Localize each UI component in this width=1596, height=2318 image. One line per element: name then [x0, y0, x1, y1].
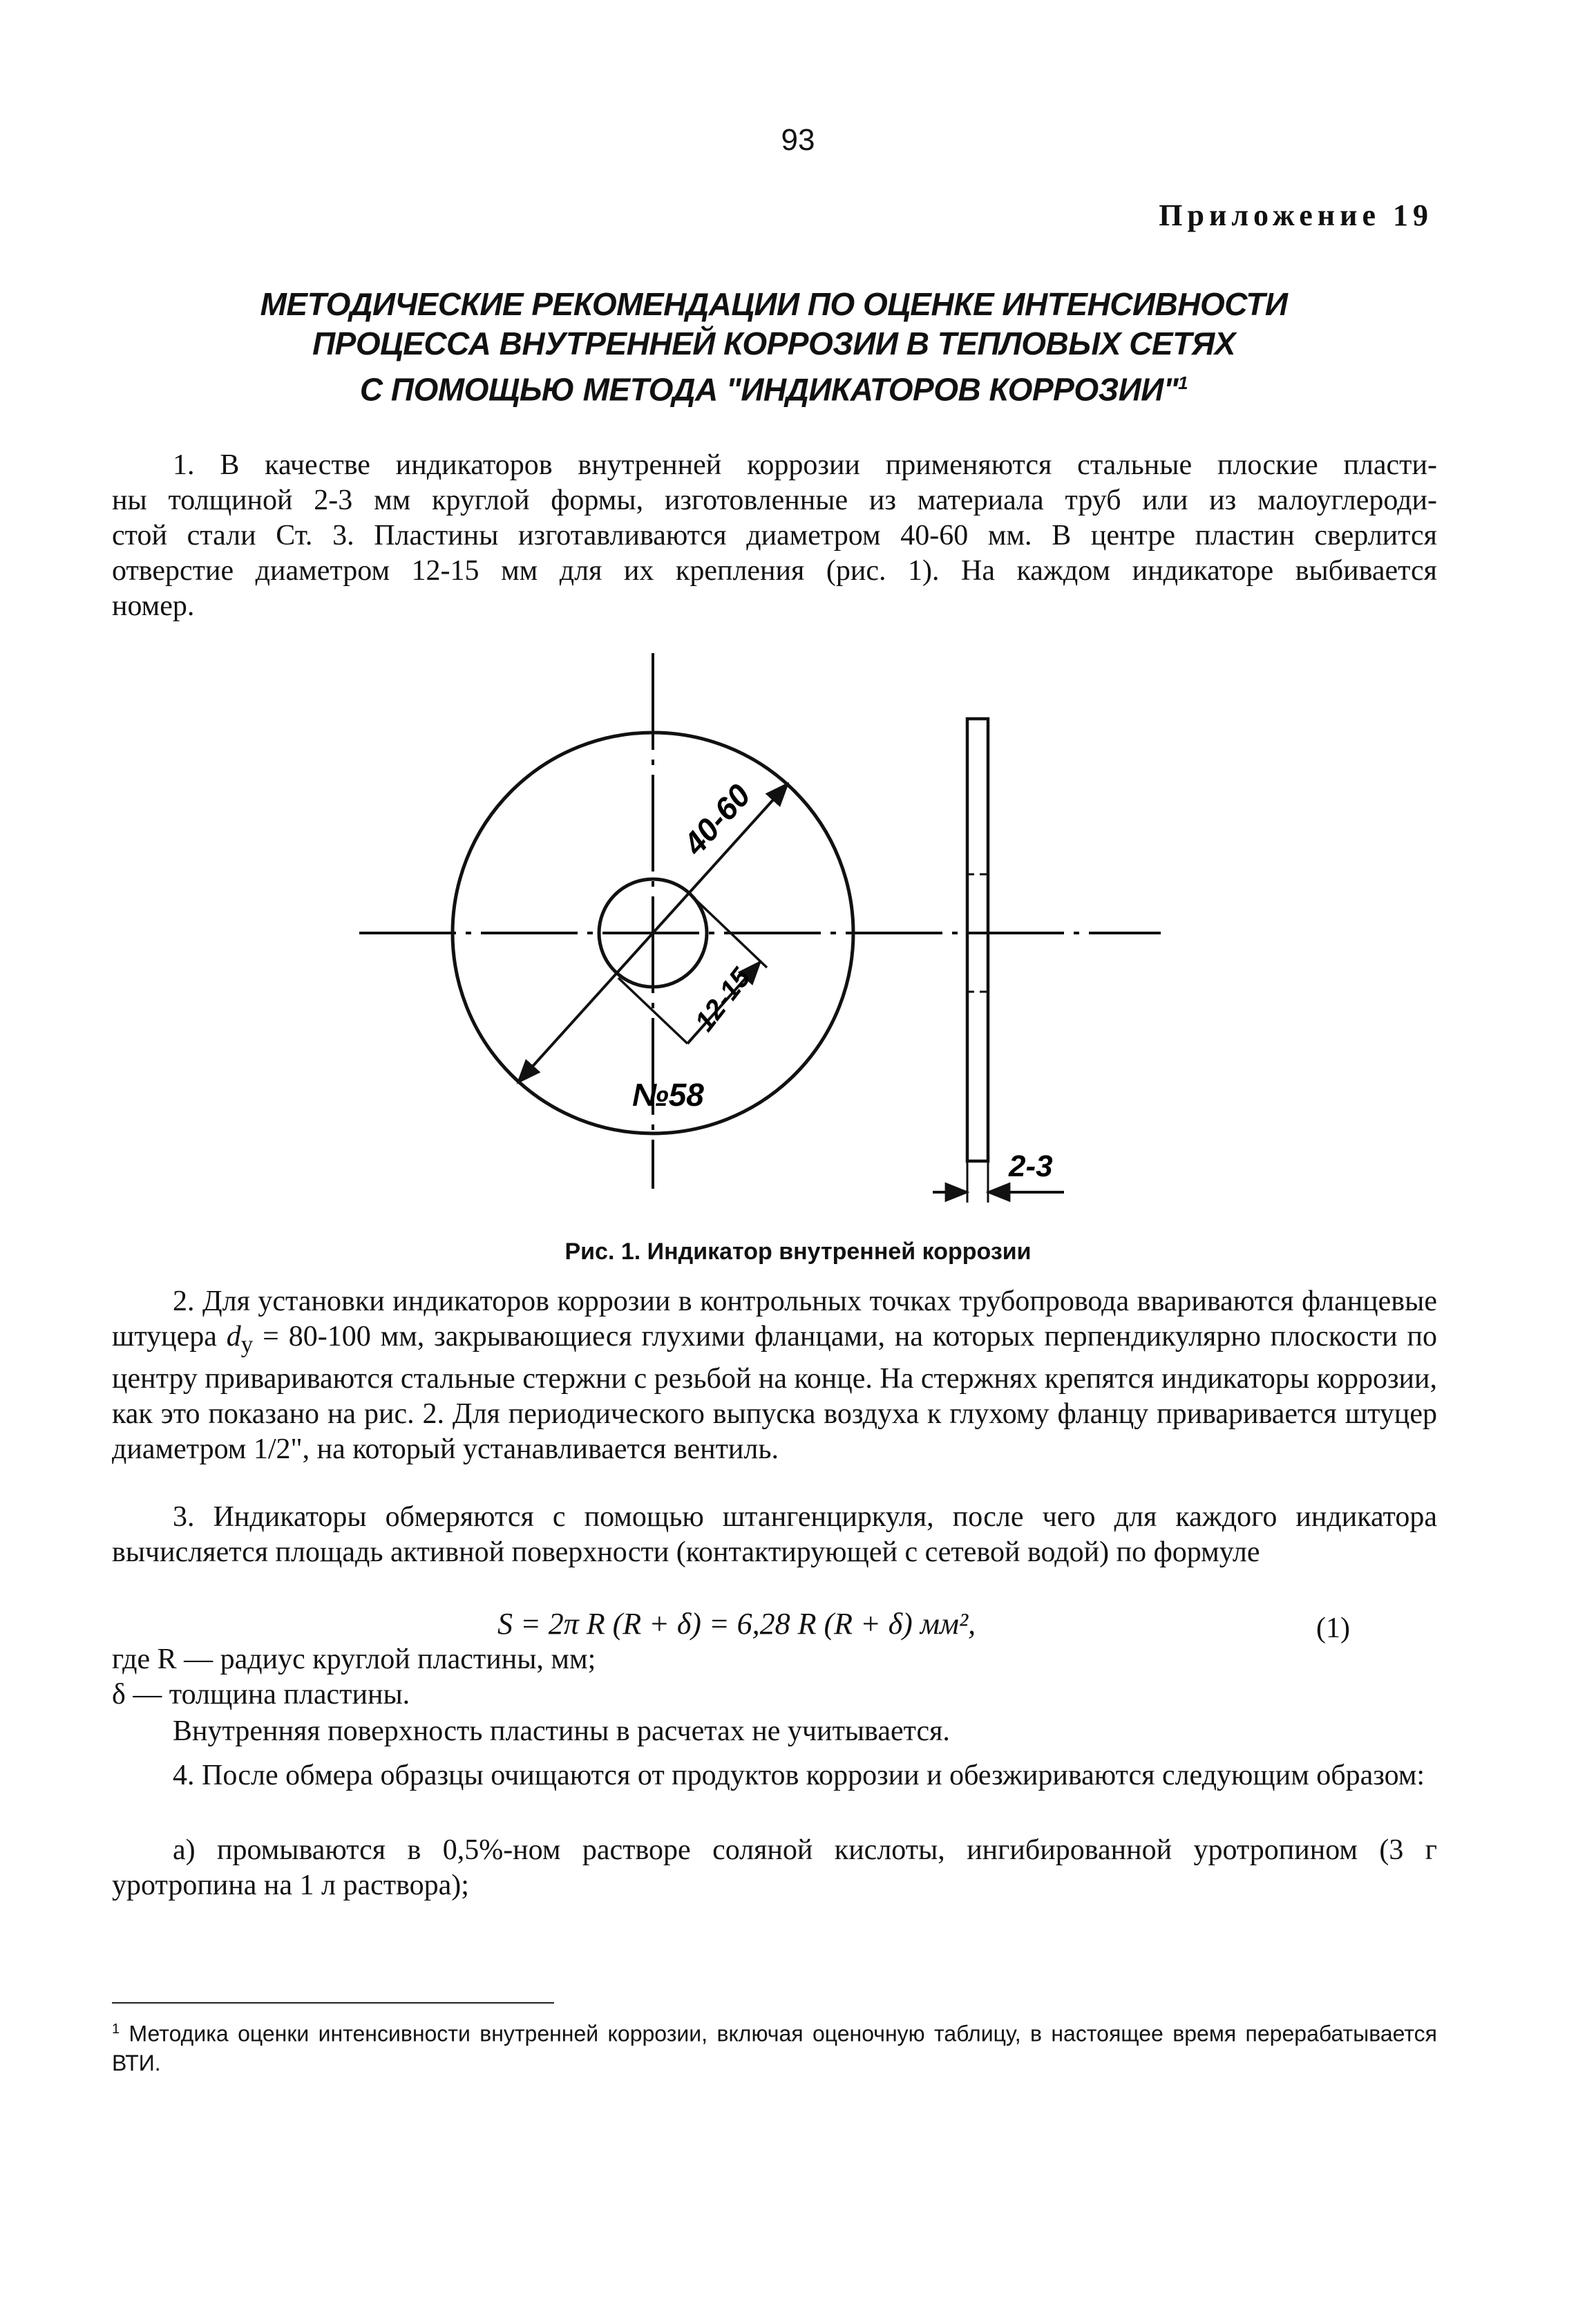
title-footnote-mark: 1	[1178, 373, 1188, 393]
p1-line-1	[112, 448, 1437, 483]
p1-line-1-text: 1. В качестве индикаторов внутренней коррозии применяются стальные плоские пласти-	[173, 449, 1437, 481]
title-line-1: МЕТОДИЧЕСКИЕ РЕКОМЕНДАЦИИ ПО ОЦЕНКЕ ИНТЕНСИВНОСТИ	[260, 286, 1288, 322]
outer-diameter-label: 40-60	[676, 777, 758, 862]
where-line-1: где R — радиус круглой пластины, мм;	[112, 1643, 596, 1675]
paragraph-1	[112, 448, 1437, 624]
footnote-mark: 1	[112, 2022, 120, 2037]
inner-diameter-label: 12-15	[689, 962, 757, 1037]
formula-number: (1)	[1316, 1612, 1350, 1644]
title-line-3	[207, 364, 1340, 409]
p1-line-4: отверстие диаметром 12-15 мм для их крепления (рис. 1). На каждом индикаторе выбивается	[112, 555, 1437, 587]
p2-text-a: 2. Для установки индикаторов коррозии в контрольных точках трубопровода ввариваются фланцевые штуцера	[112, 1285, 1437, 1353]
p2-subscript: у	[240, 1330, 254, 1358]
p1-line-2: ны толщиной 2-3 мм круглой формы, изготовленные из материала труб или из малоуглероди-	[112, 484, 1437, 516]
footnote-text: Методика оценки интенсивности внутренней коррозии, включая оценочную таблицу, в настоящее время перерабатывается ВТИ.	[112, 2021, 1438, 2075]
where-line-2: δ — толщина пластины.	[112, 1679, 410, 1711]
thickness-label: 2-3	[1009, 1149, 1053, 1183]
title-line-3-text: С ПОМОЩЬЮ МЕТОДА "ИНДИКАТОРОВ КОРРОЗИИ"	[359, 371, 1179, 408]
footnote-divider	[112, 2002, 554, 2004]
p1-line-3: стой стали Ст. 3. Пластины изготавливаются диаметром 40-60 мм. В центре пластин сверлится	[112, 520, 1437, 552]
paragraph-2	[112, 1284, 1437, 1467]
appendix-label: Приложение 19	[1159, 198, 1433, 232]
formula-1: S = 2π R (R + δ) = 6,28 R (R + δ) мм²,	[497, 1607, 976, 1641]
title-line-2: ПРОЦЕССА ВНУТРЕННЕЙ КОРРОЗИИ В ТЕПЛОВЫХ СЕТЯХ	[312, 326, 1235, 361]
footnote	[112, 2015, 1437, 2077]
paragraph-4a: а) промываются в 0,5%-ном растворе соляной кислоты, ингибированной уротропином (3 г уротропина на 1 л раствора);	[112, 1834, 1437, 1901]
paragraph-3: 3. Индикаторы обмеряются с помощью штангенциркуля, после чего для каждого индикатора вычисляется площадь активной поверхности (контактирующей с сетевой водой) по формуле	[112, 1501, 1437, 1568]
document-title	[207, 285, 1340, 409]
plate-side-view	[967, 719, 988, 1161]
paragraph-4: 4. После обмера образцы очищаются от продуктов коррозии и обезжириваются следующим образом:	[173, 1760, 1425, 1791]
figure-corrosion-indicator	[345, 643, 1188, 1230]
p2-text-b: = 80-100 мм, закрывающиеся глухими фланцами, на которых перпендикулярно плоскости по центру привариваются стальные стержни с резьбой на конце. На стержнях крепятся индикаторы коррозии, как это показано на рис. 2. Для периодического выпуска воздуха к глухому фланцу приваривается штуцер диаметром 1/2", на который устанавливается вентиль.	[112, 1321, 1437, 1466]
p2-variable: d	[226, 1321, 241, 1353]
page-number: 93	[781, 123, 815, 157]
p1-line-5: номер.	[112, 590, 195, 622]
figure-caption: Рис. 1. Индикатор внутренней коррозии	[564, 1238, 1032, 1265]
paragraph-3-note: Внутренняя поверхность пластины в расчетах не учитывается.	[173, 1715, 950, 1747]
marking-number-label: №58	[632, 1077, 704, 1113]
